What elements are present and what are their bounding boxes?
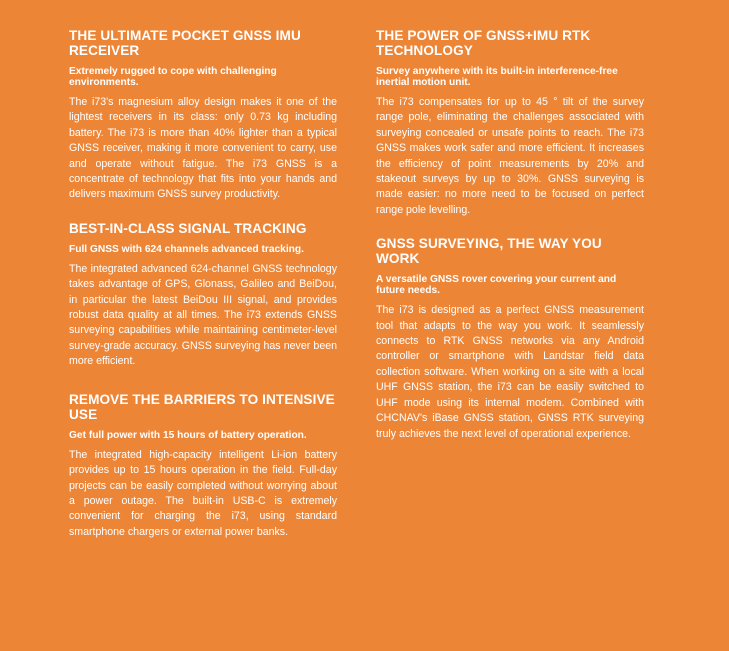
section-subheading: Get full power with 15 hours of battery operation. [69, 429, 307, 441]
section-way-you-work [376, 236, 644, 442]
section-signal-tracking [69, 221, 337, 370]
section-heading: BEST-IN-CLASS SIGNAL TRACKING [69, 220, 307, 236]
section-body: The i73 is designed as a perfect GNSS measurement tool that adapts to the way you work. It seamlessly connects to RTK GNSS networks via any Android controller or smartphone with Landstar field data collection software. When working on a site with a local UHF GNSS station, the i73 can be easily switched to UHF mode using its internal modem. Combined with CHCNAV's iBase GNSS station, GNSS RTK surveying truly achieves the next level of operational experience. [376, 304, 644, 440]
left-column [69, 28, 337, 540]
section-body: The integrated advanced 624-channel GNSS technology takes advantage of GPS, Glonass, Galileo and BeiDou, in particular the latest BeiDou III signal, and provides robust data quality at all times. The i73 extends GNSS surveying capabilities while maintaining centimeter-level survey-grade accuracy. GNSS surveying has never been more efficient. [69, 262, 337, 368]
section-heading: REMOVE THE BARRIERS TO INTENSIVE USE [69, 391, 335, 422]
section-subheading: Extremely rugged to cope with challenging environments. [69, 66, 277, 88]
section-pocket-receiver [69, 28, 337, 203]
section-imu-rtk [376, 28, 644, 218]
right-column [376, 28, 644, 442]
section-heading: GNSS SURVEYING, THE WAY YOU WORK [376, 236, 602, 267]
section-heading: THE ULTIMATE POCKET GNSS IMU RECEIVER [69, 28, 301, 58]
section-subheading: Survey anywhere with its built-in interference-free inertial motion unit. [376, 66, 618, 88]
section-body: The i73's magnesium alloy design makes it one of the lightest receivers in its class: only 0.73 kg including battery. The i73 is more than 40% lighter than a typical GNSS receiver, making it more convenient to carry, use and operate without fatigue. The i73 GNSS is a concentrate of technology that fits into your hands and delivers maximum GNSS survey productivity. [69, 96, 337, 201]
section-subheading: A versatile GNSS rover covering your current and future needs. [376, 274, 617, 297]
section-body: The integrated high-capacity intelligent Li-ion battery provides up to 15 hours operation in the field. Full-day projects can be easily completed without worrying about a power outage. The built-in USB-C is extremely convenient for charging the i73, using standard smartphone chargers or external power banks. [69, 448, 337, 538]
section-body: The i73 compensates for up to 45 ° tilt of the survey range pole, eliminating the challenges associated with surveying concealed or unsafe points to reach. The i73 GNSS makes work safer and more efficient. It increases the efficiency of point measurements by 20% and stakeout surveys by up to 30%. GNSS surveying is made easier: no more need to be focused on perfect range pole levelling. [376, 96, 644, 216]
section-heading: THE POWER OF GNSS+IMU RTK TECHNOLOGY [376, 28, 591, 58]
section-subheading: Full GNSS with 624 channels advanced tracking. [69, 243, 304, 255]
section-battery [69, 392, 337, 540]
